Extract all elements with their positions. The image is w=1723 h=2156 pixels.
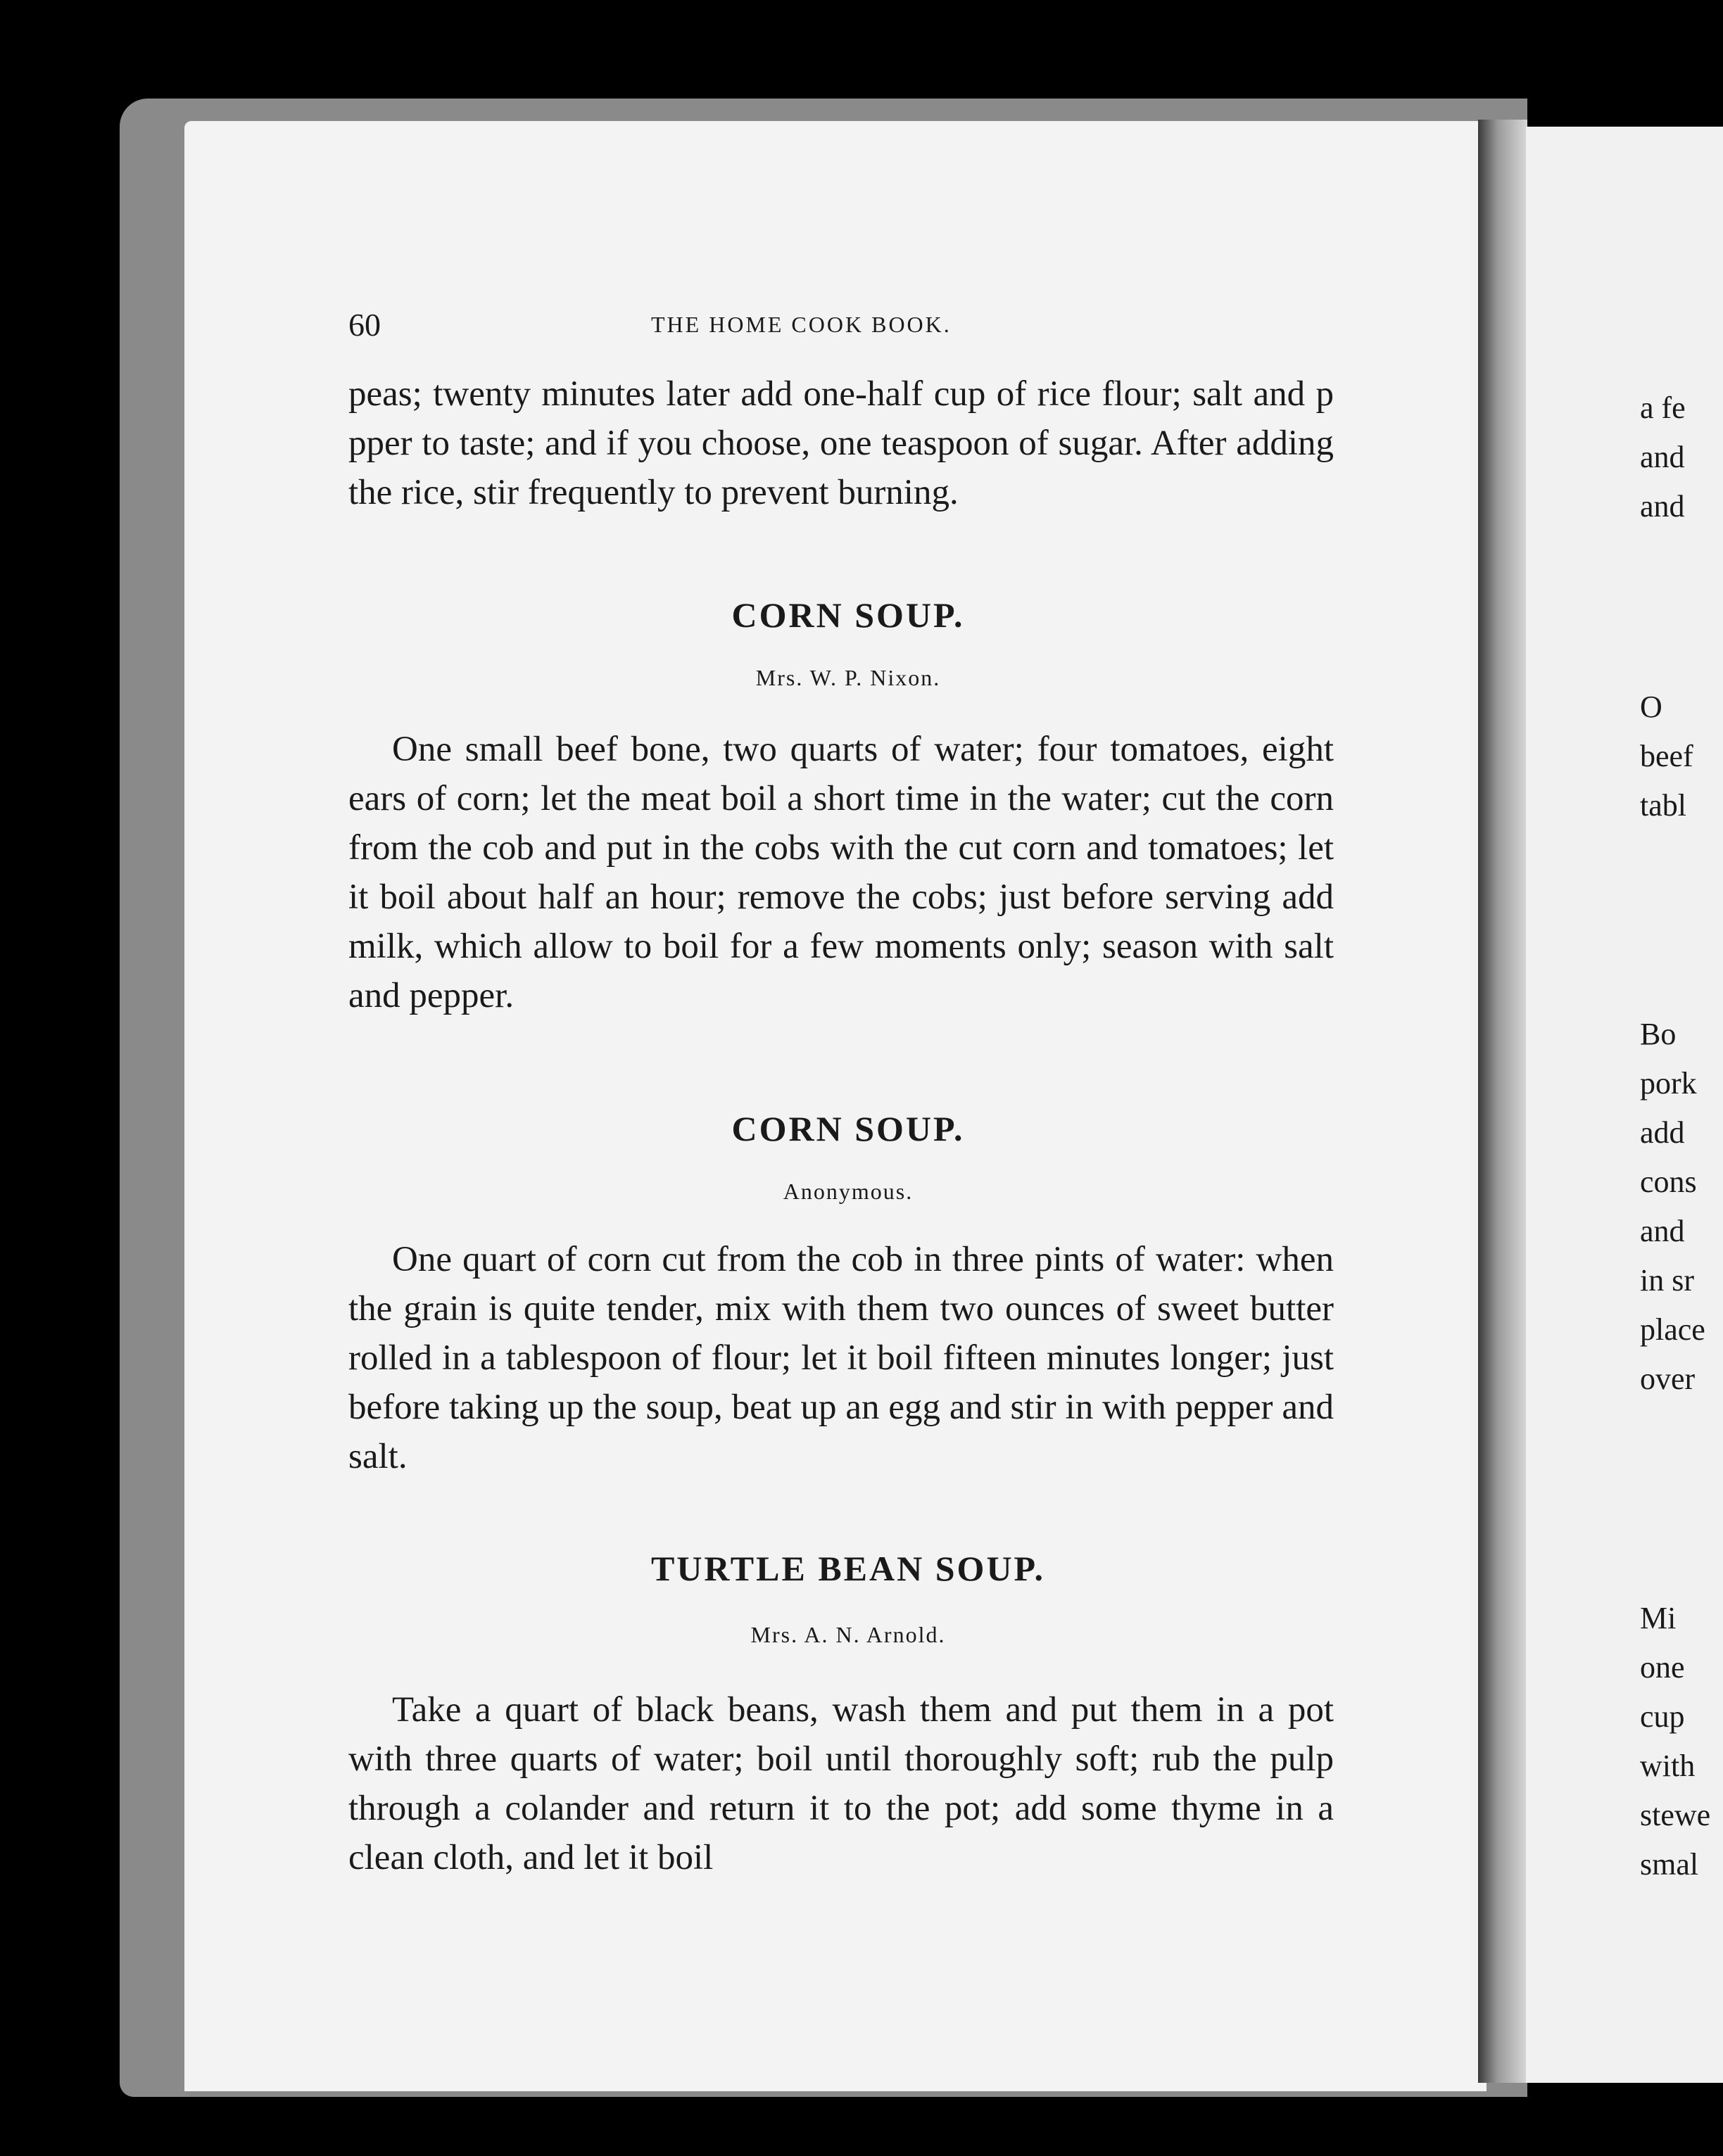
fragment-line: with: [1640, 1749, 1696, 1783]
fragment-line: and: [1640, 489, 1685, 524]
fragment-line: Bo: [1640, 1017, 1677, 1051]
fragment-line: Mi: [1640, 1601, 1677, 1635]
recipe-author: Mrs. A. N. Arnold.: [750, 1622, 946, 1647]
recipe-author: Mrs. W. P. Nixon.: [755, 665, 941, 690]
recipe-paragraph: Take a quart of black beans, wash them and put them in a pot with three quarts of water; boil until thoroughly soft; rub the pulp through a colander and return it to the pot; add some thyme in a clean cloth, and let it boil: [348, 1690, 1334, 1877]
fragment-line: and: [1640, 440, 1685, 474]
recipe-title: TURTLE BEAN SOUP.: [650, 1549, 1046, 1588]
book-gutter: [1478, 120, 1527, 2083]
right-page-text-fragment: [1640, 1010, 1723, 1404]
right-page-text-fragment: [1640, 383, 1723, 531]
fragment-line: O: [1640, 690, 1662, 724]
page-header: [348, 306, 1369, 348]
fragment-line: cup: [1640, 1699, 1685, 1734]
right-page-text-fragment: [1640, 1594, 1723, 1889]
fragment-line: a fe: [1640, 391, 1686, 425]
right-page-text-fragment: [1640, 683, 1723, 830]
page-number: 60: [348, 307, 381, 343]
fragment-line: stewe: [1640, 1798, 1711, 1832]
recipe-author: Anonymous.: [783, 1179, 914, 1204]
recipe-title: CORN SOUP.: [731, 1109, 965, 1148]
fragment-line: one: [1640, 1650, 1685, 1685]
fragment-line: tabl: [1640, 788, 1686, 823]
running-title: THE HOME COOK BOOK.: [651, 312, 952, 337]
fragment-line: in sr: [1640, 1263, 1694, 1298]
fragment-line: smal: [1640, 1847, 1699, 1882]
continuation-paragraph: peas; twenty minutes later add one-half cup of rice flour; salt and p pper to taste; and if you choose, one teaspoon of sugar. After adding the rice, stir frequently to prevent burning.: [348, 374, 1334, 512]
fragment-line: beef: [1640, 739, 1693, 773]
fragment-line: and: [1640, 1214, 1685, 1248]
recipe-paragraph: One quart of corn cut from the cob in three pints of water: when the grain is quite tender, mix with them two ounces of sweet butter rolled in a tablespoon of flour; let it boil fifteen minutes longer; just before taking up the soup, beat up an egg and stir in with pepper and salt.: [348, 1240, 1334, 1476]
fragment-line: add: [1640, 1115, 1685, 1150]
recipe-paragraph: One small beef bone, two quarts of water; four tomatoes, eight ears of corn; let the meat boil a short time in the water; cut the corn from the cob and put in the cobs with the cut corn and tomatoes; let it boil about half an hour; remove the cobs; just before serving add milk, which allow to boil for a few moments only; season with salt and pepper.: [348, 730, 1334, 1015]
recipe-title: CORN SOUP.: [731, 595, 965, 635]
fragment-line: pork: [1640, 1066, 1697, 1101]
fragment-line: cons: [1640, 1165, 1697, 1199]
fragment-line: place: [1640, 1312, 1705, 1347]
fragment-line: over: [1640, 1362, 1696, 1396]
